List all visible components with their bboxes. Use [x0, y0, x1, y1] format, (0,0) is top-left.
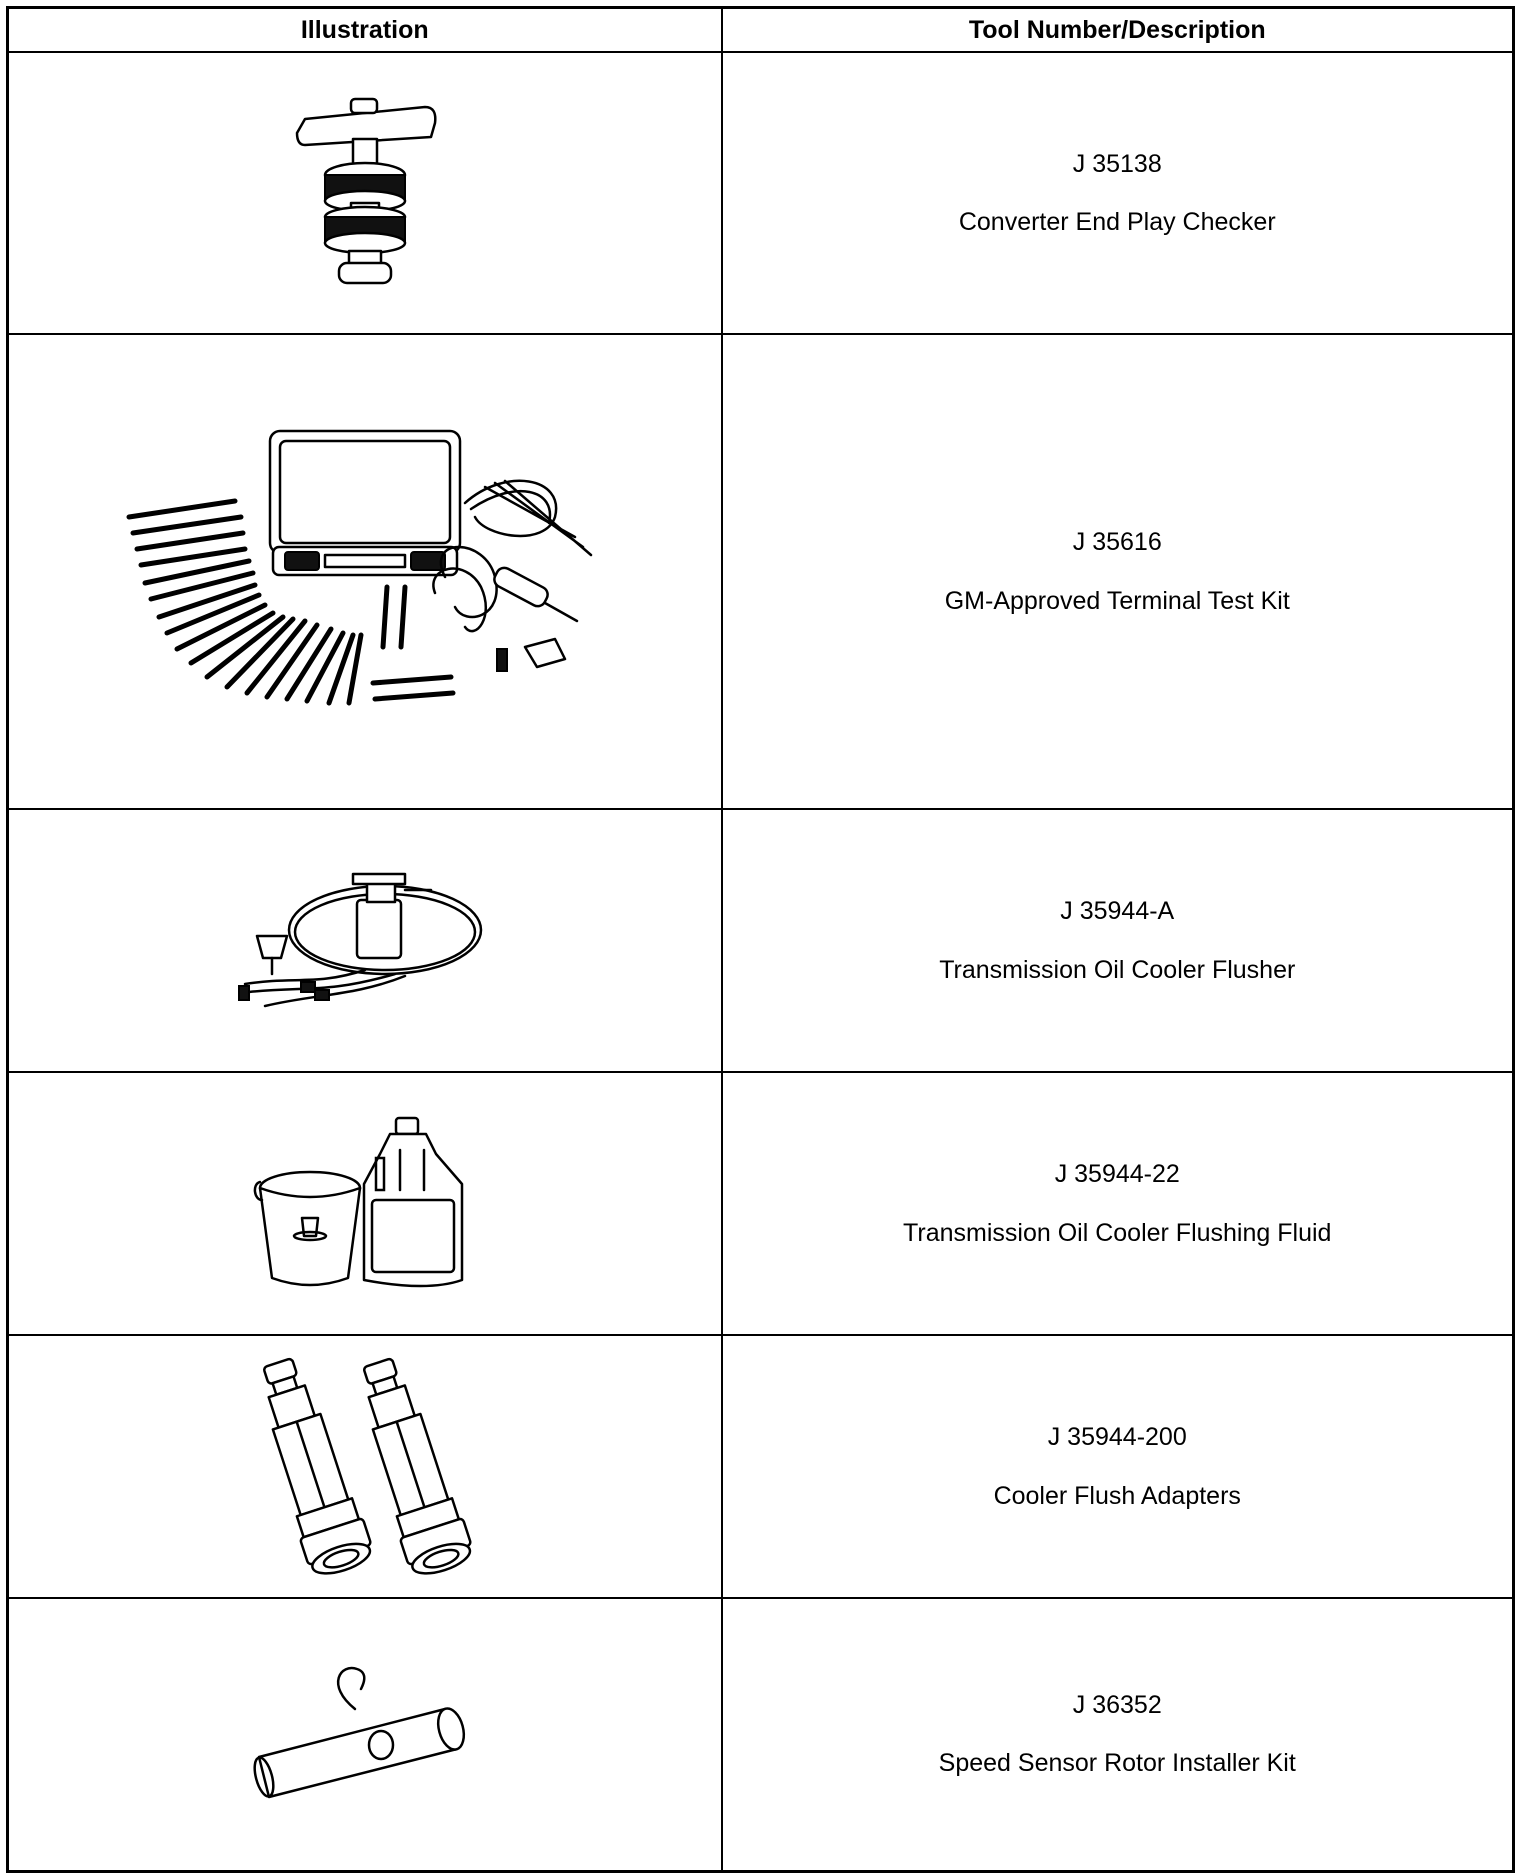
illustration-cell: [8, 809, 722, 1072]
table-row: [8, 1335, 1514, 1598]
cooler-flusher-icon: [235, 866, 495, 1016]
rotor-installer-icon: [245, 1659, 485, 1809]
illustration-cell: [8, 334, 722, 809]
flushing-fluid-icon: [250, 1114, 480, 1294]
tool-description: Transmission Oil Cooler Flusher: [939, 955, 1296, 984]
description-cell: [722, 1598, 1514, 1871]
illustration-header: Illustration: [8, 8, 722, 53]
end-play-checker-icon: [265, 93, 465, 293]
table-row: [8, 1072, 1514, 1335]
tool-number: J 35944-200: [1047, 1423, 1187, 1451]
description-cell: [722, 334, 1514, 809]
special-tools-table: [6, 6, 1515, 1873]
table-row: [8, 1598, 1514, 1871]
header-row: [8, 8, 1514, 53]
table-row: [8, 809, 1514, 1072]
tool-description: GM-Approved Terminal Test Kit: [944, 586, 1290, 615]
tool-number: J 35944-A: [1060, 897, 1175, 925]
illustration-cell: [8, 1598, 722, 1871]
tool-description: Converter End Play Checker: [958, 208, 1276, 236]
tool-description: Speed Sensor Rotor Installer Kit: [938, 1749, 1296, 1778]
illustration-cell: [8, 1335, 722, 1598]
table-row: [8, 52, 1514, 334]
tool-number: J 36352: [1072, 1690, 1162, 1719]
tool-number: J 35138: [1072, 149, 1162, 178]
description-cell: [722, 1335, 1514, 1598]
flush-adapters-icon: [245, 1352, 485, 1582]
table-row: [8, 334, 1514, 809]
description-cell: [722, 52, 1514, 334]
terminal-test-kit-icon: [125, 427, 605, 717]
illustration-cell: [8, 1072, 722, 1335]
tool-header: Tool Number/Description: [722, 8, 1514, 53]
description-cell: [722, 1072, 1514, 1335]
tool-description: Transmission Oil Cooler Flushing Fluid: [903, 1218, 1332, 1247]
tool-number: J 35944-22: [1054, 1160, 1180, 1188]
illustration-cell: [8, 52, 722, 334]
description-cell: [722, 809, 1514, 1072]
tool-description: Cooler Flush Adapters: [993, 1481, 1241, 1510]
tool-number: J 35616: [1072, 528, 1162, 556]
